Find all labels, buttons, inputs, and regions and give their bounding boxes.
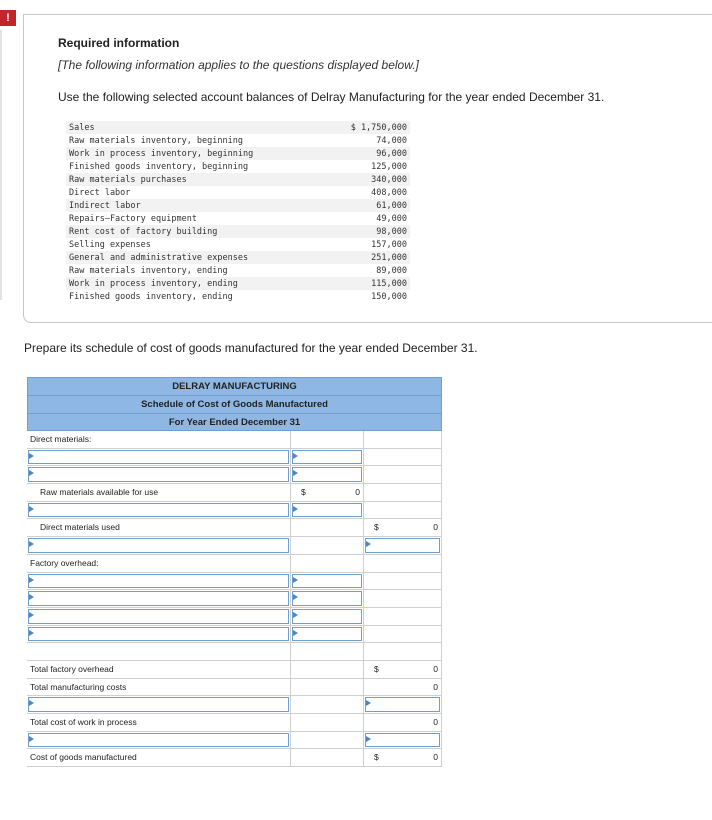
balance-label: Finished goods inventory, beginning [69,161,249,172]
rm-available-dollar: $ [301,487,306,498]
schedule-company: DELRAY MANUFACTURING [27,377,442,395]
fo-account-select-4[interactable] [28,627,289,642]
wip-begin-amount-input[interactable] [365,697,440,712]
alert-icon: ! [0,10,16,26]
intro-text: Use the following selected account balances of Delray Manufacturing for the year ended December 31. [58,90,605,104]
cogm-row [27,749,442,767]
balance-label: Sales [66,121,325,134]
blank-row [27,643,442,661]
total-overhead-label: Total factory overhead [30,663,114,674]
fo-amount-input-1[interactable] [292,574,362,589]
balance-label: Work in process inventory, ending [66,277,325,290]
left-divider [0,30,2,300]
balance-label: Raw materials inventory, ending [69,265,228,276]
dm-used-label: Direct materials used [40,522,120,533]
balance-amount: 98,000 [325,225,410,238]
dm-account-select-1[interactable] [28,450,289,465]
dm-account-select-3[interactable] [28,503,289,518]
balance-row [66,225,410,238]
balance-row [66,121,410,134]
total-wip-label: Total cost of work in process [30,717,137,727]
fo-input-row [27,608,442,626]
required-info-title: Required information [58,36,180,50]
rm-available-value: 0 [355,487,360,498]
balance-label: Raw materials inventory, beginning [69,135,243,146]
balance-row [66,290,410,303]
wip-end-account-select[interactable] [28,733,289,748]
balance-row [66,147,410,160]
fo-account-select-1[interactable] [28,574,289,589]
fo-amount-input-3[interactable] [292,609,362,624]
fo-input-row [27,626,442,644]
balance-amount: 157,000 [371,239,407,250]
balance-amount: 115,000 [325,277,410,290]
schedule-period: For Year Ended December 31 [27,413,442,431]
factory-overhead-row [27,555,442,573]
balance-row [66,160,410,173]
balance-row [66,134,410,147]
fo-input-row [27,590,442,608]
balance-row [66,186,410,199]
balance-row [66,277,410,290]
balance-label: Raw materials purchases [66,173,325,186]
balance-label: General and administrative expenses [66,251,325,264]
dm-amount-input-3[interactable] [292,503,362,518]
balance-amount: 49,000 [376,213,407,224]
fo-amount-input-4[interactable] [292,627,362,642]
balance-amount: 251,000 [325,251,410,264]
direct-materials-label: Direct materials: [30,434,92,444]
balance-amount: 125,000 [371,161,407,172]
wip-input-row [27,696,442,714]
required-info-subtitle: [The following information applies to the questions displayed below.] [58,58,419,72]
cogm-value: 0 [433,752,438,763]
labor-amount-input[interactable] [365,538,440,553]
balance-label: Finished goods inventory, ending [69,291,233,302]
rm-available-row [27,484,442,502]
fo-account-select-3[interactable] [28,609,289,624]
labor-account-select[interactable] [28,538,289,553]
schedule-title: Schedule of Cost of Goods Manufactured [27,395,442,413]
direct-materials-row [27,431,442,449]
balance-row [66,199,410,212]
factory-overhead-label: Factory overhead: [30,557,99,568]
dm-used-row [27,519,442,537]
balance-row [66,173,410,186]
labor-input-row [27,537,442,555]
rm-available-label: Raw materials available for use [40,487,159,498]
balance-amount: 89,000 [376,265,407,276]
cogm-label: Cost of goods manufactured [30,752,137,763]
account-balances-table [66,121,410,303]
balance-amount: 340,000 [325,173,410,186]
question-prompt: Prepare its schedule of cost of goods manufactured for the year ended December 31. [24,341,478,355]
total-overhead-dollar: $ [374,663,379,674]
dm-input-row [27,502,442,520]
dm-used-dollar: $ [374,522,379,533]
balance-label: Repairs—Factory equipment [69,213,197,224]
balance-label: Selling expenses [69,239,151,250]
total-mfg-value: 0 [433,681,438,692]
balance-row [66,212,410,225]
dm-amount-input-2[interactable] [292,467,362,482]
total-overhead-value: 0 [433,663,438,674]
dm-account-select-2[interactable] [28,467,289,482]
balance-row [66,251,410,264]
dm-input-row [27,466,442,484]
dm-amount-input-1[interactable] [292,450,362,465]
dm-used-value: 0 [433,522,438,533]
wip-begin-account-select[interactable] [28,697,289,712]
balance-row [66,238,410,251]
balance-row [66,264,410,277]
total-wip-value: 0 [433,717,438,727]
fo-amount-input-2[interactable] [292,591,362,606]
fo-input-row [27,573,442,591]
total-wip-row [27,714,442,732]
total-mfg-label: Total manufacturing costs [30,681,127,692]
balance-amount: 408,000 [371,187,407,198]
wip-end-amount-input[interactable] [365,733,440,748]
fo-account-select-2[interactable] [28,591,289,606]
balance-amount: 96,000 [325,147,410,160]
balance-label: Direct labor [69,187,131,198]
wip-end-input-row [27,732,442,750]
cogm-dollar: $ [374,752,379,763]
balance-label: Rent cost of factory building [66,225,325,238]
balance-amount: 150,000 [371,291,407,302]
balance-amount: 74,000 [376,135,407,146]
total-overhead-row [27,661,442,679]
dm-input-row [27,449,442,467]
balance-label: Work in process inventory, beginning [66,147,325,160]
balance-amount: 61,000 [325,199,410,212]
cogm-schedule [27,377,442,767]
balance-label: Indirect labor [66,199,325,212]
total-mfg-row [27,679,442,697]
balance-amount: $ 1,750,000 [325,121,410,134]
